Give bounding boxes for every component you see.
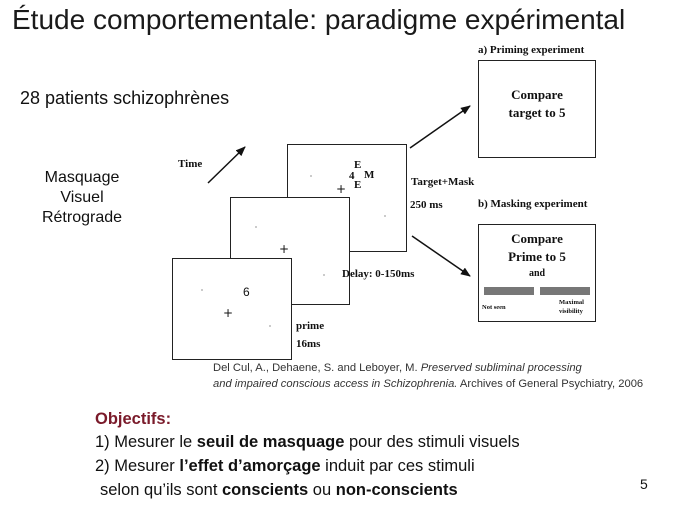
mask-letter-top: E xyxy=(354,159,362,171)
mask-letter-right: M xyxy=(364,169,375,181)
frame-dot xyxy=(310,175,312,177)
patients-label: 28 patients schizophrènes xyxy=(20,88,230,108)
target-mask-label: Target+Mask xyxy=(411,176,475,188)
scale-left-label: Not seen xyxy=(482,304,506,311)
frame-dot xyxy=(384,215,386,217)
prime-frame xyxy=(172,258,292,360)
mask-letter-bottom: E xyxy=(354,179,362,191)
citation-title: Preserved subliminal processing xyxy=(420,362,582,374)
prime-duration: 16ms xyxy=(296,338,321,350)
frame-dot xyxy=(201,289,203,291)
scale-right-label: visibility xyxy=(559,308,583,315)
target-mask-duration: 250 ms xyxy=(410,199,443,211)
text: pour des stimuli visuels xyxy=(344,433,520,451)
masking-label-line: Rétrograde xyxy=(41,209,123,226)
objective-line-1 xyxy=(95,433,520,452)
visibility-scale-bar-left xyxy=(484,287,534,295)
scale-right-label: Maximal xyxy=(559,299,584,306)
text: 2) Mesurer xyxy=(95,457,180,475)
fixation-cross-icon: + xyxy=(223,306,234,320)
masking-label-line: Visuel xyxy=(60,189,104,206)
objectives-heading: Objectifs: xyxy=(95,410,172,428)
time-arrow xyxy=(208,147,245,183)
frame-dot xyxy=(323,274,325,276)
fixation-cross-icon: + xyxy=(336,182,347,196)
priming-box xyxy=(478,60,596,158)
text: induit par ces stimuli xyxy=(320,457,475,475)
masking-arrow xyxy=(412,236,470,276)
objective-line-3 xyxy=(100,481,458,500)
prime-digit: 6 xyxy=(243,285,250,299)
frame-dot xyxy=(255,226,257,228)
masking-box-line2: Prime to 5 xyxy=(508,249,566,264)
priming-box-line1: Compare xyxy=(511,87,563,102)
priming-box-line2: target to 5 xyxy=(508,105,566,120)
time-label: Time xyxy=(178,158,203,170)
delay-label: Delay: 0-150ms xyxy=(342,268,415,280)
frame-dot xyxy=(269,325,271,327)
bold-text: conscients xyxy=(222,481,309,499)
fixation-cross-icon: + xyxy=(279,242,290,256)
priming-heading: a) Priming experiment xyxy=(478,44,585,56)
citation-title: and impaired conscious access in Schizophrenia. xyxy=(213,378,458,390)
target-digit: 4 xyxy=(349,170,355,182)
prime-label: prime xyxy=(296,320,325,332)
visibility-scale-bar-right xyxy=(540,287,590,295)
priming-arrow xyxy=(410,106,470,148)
slide-title: Étude comportementale: paradigme expérimental xyxy=(12,4,626,35)
text: 1) Mesurer le xyxy=(95,433,197,451)
citation-journal: Archives of General Psychiatry, 2006 xyxy=(459,378,644,390)
bold-text: non-conscients xyxy=(335,481,458,499)
page-number: 5 xyxy=(640,476,648,492)
masking-box-line3: and xyxy=(528,268,546,279)
masking-box-line1: Compare xyxy=(511,231,563,246)
masking-label-line: Masquage xyxy=(44,169,120,186)
objective-line-2 xyxy=(95,457,475,476)
bold-text: l’effet d’amorçage xyxy=(179,457,321,475)
text: ou xyxy=(308,481,336,499)
citation-authors: Del Cul, A., Dehaene, S. and Leboyer, M. xyxy=(213,362,418,374)
masking-heading: b) Masking experiment xyxy=(478,198,588,210)
text: selon qu’ils sont xyxy=(100,481,222,499)
bold-text: seuil de masquage xyxy=(196,433,345,451)
citation xyxy=(213,360,643,392)
masking-box xyxy=(478,224,596,322)
